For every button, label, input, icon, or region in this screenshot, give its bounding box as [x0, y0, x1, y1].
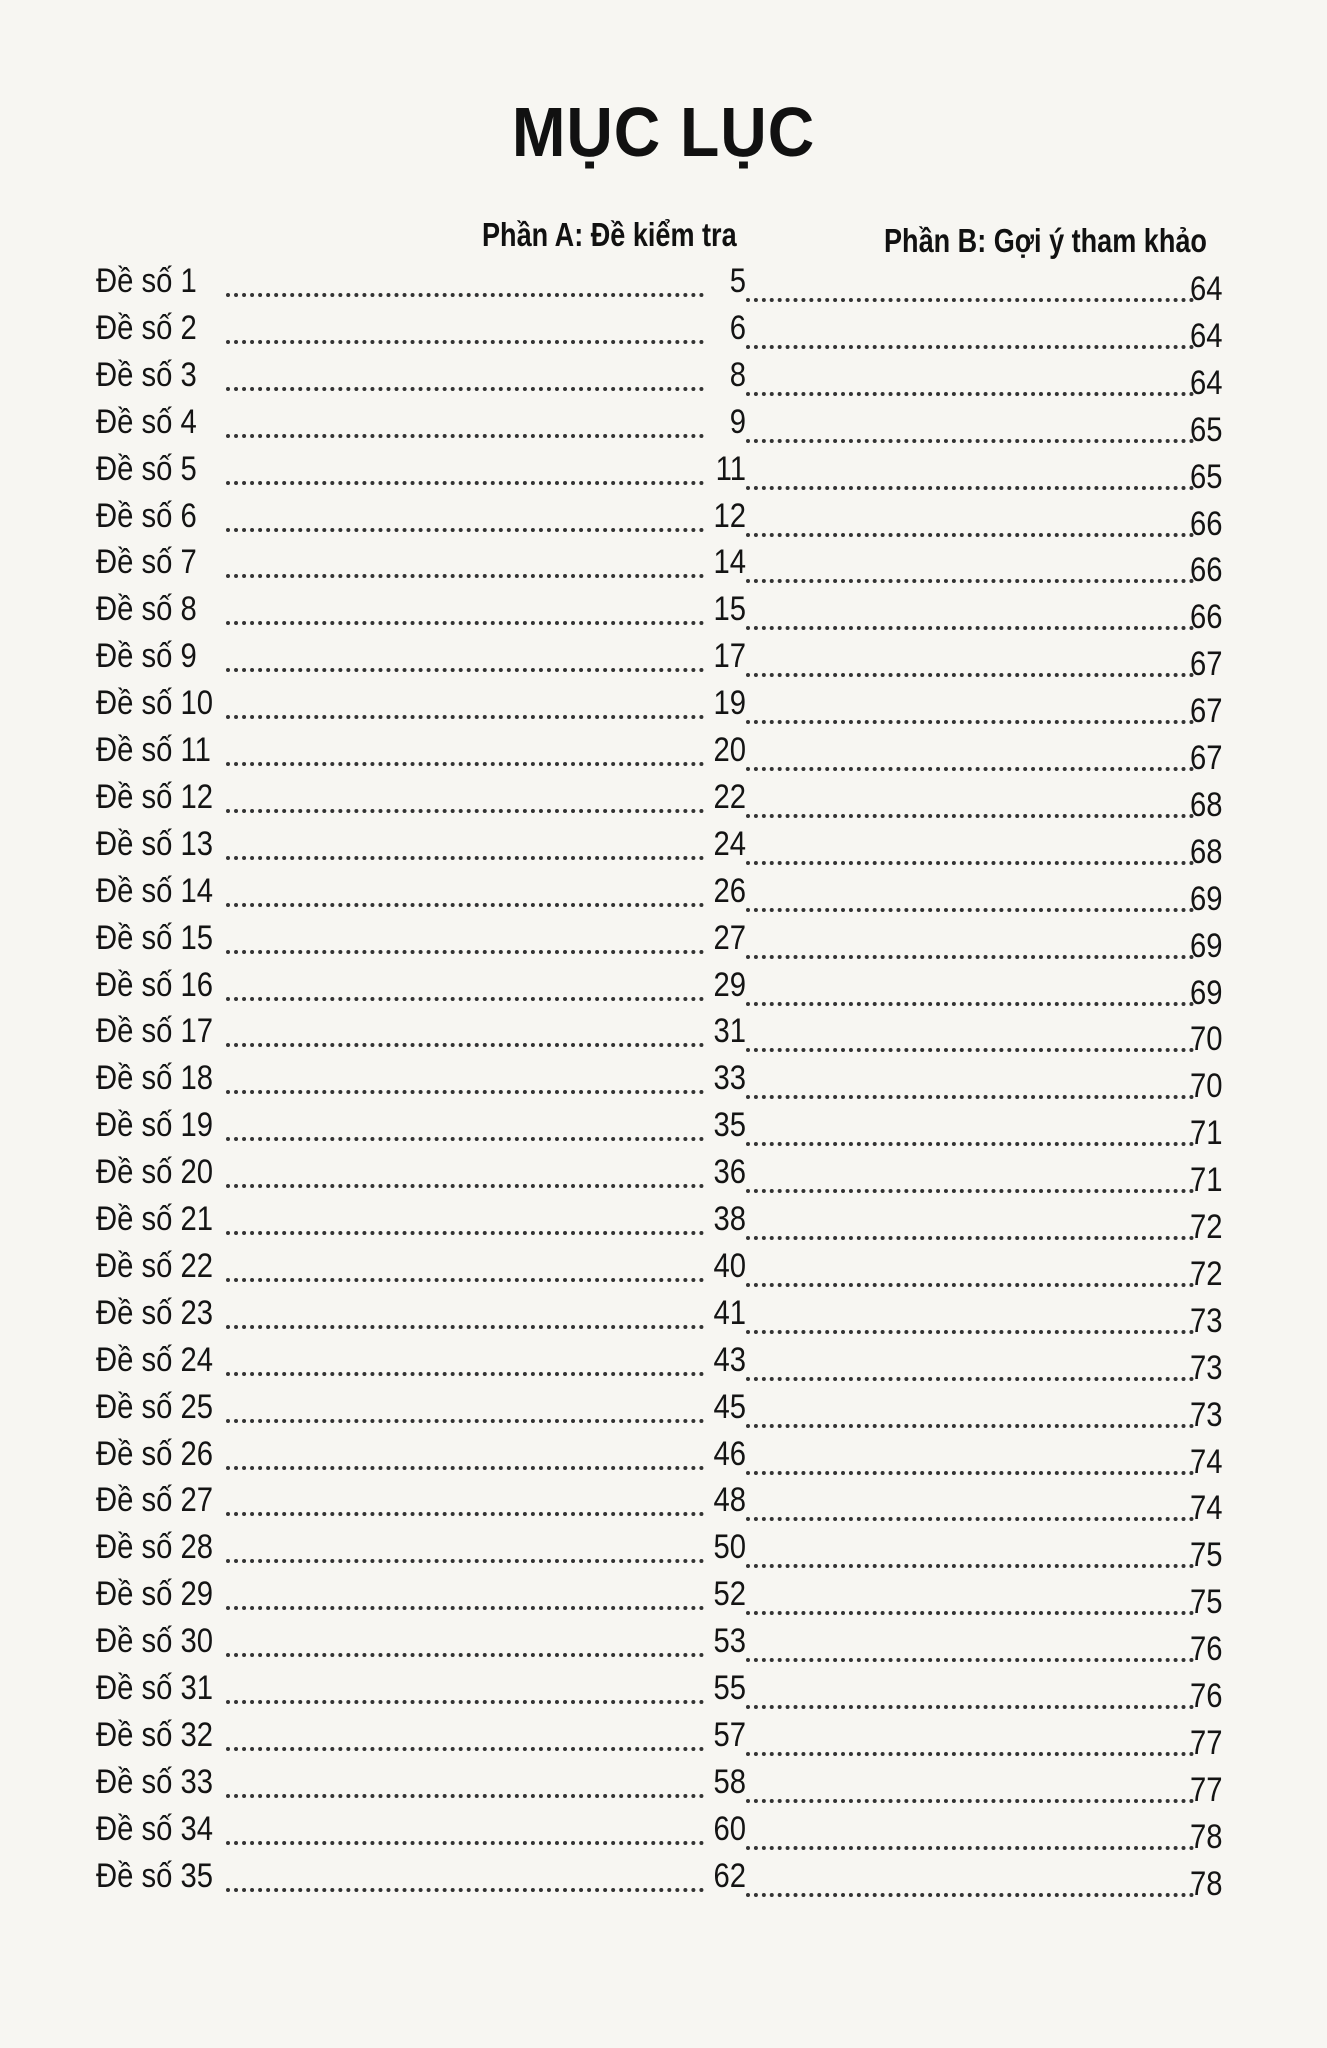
entry-label: Đề số 33	[96, 1762, 214, 1801]
entry-page-a: 11	[715, 449, 746, 488]
dot-leader-a	[226, 1888, 704, 1892]
entry-page-b: 78	[1190, 1864, 1223, 1903]
entry-label: Đề số 22	[96, 1246, 214, 1285]
dot-leader-a	[226, 856, 704, 860]
toc-entry	[0, 1012, 1327, 1059]
toc-entry	[0, 1106, 1327, 1153]
entry-page-b: 75	[1190, 1583, 1223, 1622]
dot-leader-a	[226, 1419, 704, 1423]
toc-entry	[0, 1059, 1327, 1106]
dot-leader-b	[746, 1002, 1194, 1006]
dot-leader-a	[226, 1090, 704, 1094]
dot-leader-b	[746, 579, 1194, 583]
entry-page-b: 78	[1190, 1817, 1223, 1856]
dot-leader-b	[746, 1236, 1194, 1240]
dot-leader-a	[226, 1184, 704, 1188]
toc-entry	[0, 1715, 1327, 1762]
entry-label: Đề số 19	[96, 1106, 214, 1145]
entry-page-b: 70	[1190, 1020, 1223, 1059]
entry-page-a: 27	[713, 918, 746, 957]
entry-label: Đề số 7	[96, 543, 197, 582]
dot-leader-b	[746, 1048, 1194, 1052]
dot-leader-a	[226, 574, 704, 578]
toc-entry	[0, 1481, 1327, 1528]
dot-leader-b	[746, 439, 1194, 443]
entry-page-a: 31	[713, 1012, 746, 1051]
entry-label: Đề số 26	[96, 1434, 214, 1473]
entry-page-a: 57	[713, 1715, 746, 1754]
entry-page-b: 67	[1190, 645, 1223, 684]
dot-leader-a	[226, 1559, 704, 1563]
dot-leader-a	[226, 1043, 704, 1047]
dot-leader-b	[746, 1471, 1194, 1475]
dot-leader-a	[226, 762, 704, 766]
entry-label: Đề số 31	[96, 1669, 214, 1707]
toc-entry	[0, 1387, 1327, 1434]
entry-page-a: 5	[729, 262, 746, 300]
entry-label: Đề số 27	[96, 1481, 214, 1520]
toc-entry	[0, 590, 1327, 637]
entry-page-b: 77	[1190, 1770, 1223, 1809]
dot-leader-b	[746, 1658, 1194, 1662]
entry-page-a: 53	[713, 1622, 746, 1661]
toc-entry	[0, 1434, 1327, 1481]
entry-page-b: 67	[1190, 692, 1223, 731]
entry-page-a: 9	[729, 402, 746, 441]
entry-label: Đề số 12	[96, 777, 214, 816]
toc-entry	[0, 1246, 1327, 1293]
entry-label: Đề số 3	[96, 355, 197, 394]
entry-label: Đề số 35	[96, 1856, 214, 1895]
entry-page-a: 38	[713, 1200, 746, 1238]
entry-page-b: 65	[1190, 457, 1223, 496]
entry-label: Đề số 13	[96, 824, 214, 863]
dot-leader-b	[746, 1095, 1194, 1099]
dot-leader-a	[226, 1606, 704, 1610]
entry-page-b: 75	[1190, 1536, 1223, 1575]
dot-leader-b	[746, 673, 1194, 677]
toc-entry	[0, 918, 1327, 965]
dot-leader-a	[226, 950, 704, 954]
dot-leader-a	[226, 1137, 704, 1141]
dot-leader-a	[226, 1700, 704, 1704]
entry-page-a: 46	[713, 1434, 746, 1473]
dot-leader-b	[746, 1564, 1194, 1568]
dot-leader-b	[746, 1611, 1194, 1615]
entry-page-b: 73	[1190, 1348, 1223, 1387]
entry-label: Đề số 24	[96, 1340, 214, 1379]
entry-page-a: 43	[713, 1340, 746, 1379]
entry-page-b: 69	[1190, 879, 1223, 918]
entry-label: Đề số 2	[96, 308, 197, 347]
dot-leader-b	[746, 1799, 1194, 1803]
toc-entry	[0, 543, 1327, 590]
entry-page-b: 71	[1190, 1114, 1223, 1153]
toc-entry	[0, 496, 1327, 543]
entry-label: Đề số 6	[96, 496, 197, 535]
dot-leader-b	[746, 533, 1194, 537]
entry-label: Đề số 28	[96, 1528, 214, 1567]
dot-leader-a	[226, 528, 704, 532]
toc-entry	[0, 308, 1327, 355]
entry-page-a: 50	[713, 1528, 746, 1567]
entry-page-a: 19	[713, 684, 746, 723]
dot-leader-a	[226, 621, 704, 625]
toc-entry	[0, 1809, 1327, 1856]
entry-page-b: 77	[1190, 1723, 1223, 1762]
dot-leader-a	[226, 481, 704, 485]
entry-page-a: 22	[713, 777, 746, 816]
entry-page-a: 20	[713, 731, 746, 769]
toc-entry	[0, 1200, 1327, 1246]
entry-page-b: 69	[1190, 973, 1223, 1012]
dot-leader-a	[226, 1794, 704, 1798]
dot-leader-a	[226, 387, 704, 391]
entry-page-b: 73	[1190, 1301, 1223, 1340]
entry-page-b: 64	[1190, 270, 1223, 308]
dot-leader-b	[746, 1424, 1194, 1428]
entry-page-a: 8	[729, 355, 746, 394]
dot-leader-b	[746, 345, 1194, 349]
entry-page-a: 45	[713, 1387, 746, 1426]
entry-page-a: 15	[713, 590, 746, 629]
entry-page-b: 68	[1190, 832, 1223, 871]
entry-page-a: 60	[713, 1809, 746, 1848]
entry-label: Đề số 29	[96, 1575, 214, 1614]
dot-leader-b	[746, 298, 1194, 302]
entry-page-b: 67	[1190, 739, 1223, 777]
dot-leader-b	[746, 1330, 1194, 1334]
dot-leader-a	[226, 1841, 704, 1845]
entry-page-a: 35	[713, 1106, 746, 1145]
entry-page-a: 62	[713, 1856, 746, 1895]
entry-label: Đề số 32	[96, 1715, 214, 1754]
dot-leader-a	[226, 1278, 704, 1282]
entry-label: Đề số 1	[96, 262, 197, 300]
dot-leader-b	[746, 767, 1194, 771]
toc-entry	[0, 1153, 1327, 1200]
dot-leader-a	[226, 997, 704, 1001]
toc-entry	[0, 1340, 1327, 1387]
dot-leader-b	[746, 626, 1194, 630]
dot-leader-a	[226, 1231, 704, 1235]
entry-page-b: 66	[1190, 598, 1223, 637]
dot-leader-a	[226, 434, 704, 438]
dot-leader-a	[226, 809, 704, 813]
entry-page-b: 70	[1190, 1067, 1223, 1106]
entry-label: Đề số 18	[96, 1059, 214, 1098]
toc-entry	[0, 731, 1327, 777]
toc-entry	[0, 1575, 1327, 1622]
dot-leader-a	[226, 293, 704, 297]
dot-leader-b	[746, 1705, 1194, 1709]
entry-label: Đề số 14	[96, 871, 214, 910]
entry-page-b: 72	[1190, 1208, 1223, 1246]
dot-leader-b	[746, 720, 1194, 724]
entry-label: Đề số 16	[96, 965, 214, 1004]
entry-page-b: 73	[1190, 1395, 1223, 1434]
entry-label: Đề số 20	[96, 1153, 214, 1192]
dot-leader-b	[746, 955, 1194, 959]
entry-page-b: 66	[1190, 551, 1223, 590]
toc-entry	[0, 1293, 1327, 1340]
dot-leader-b	[746, 392, 1194, 396]
entry-page-a: 12	[713, 496, 746, 535]
dot-leader-a	[226, 1325, 704, 1329]
entry-page-a: 6	[729, 308, 746, 347]
toc-entry	[0, 449, 1327, 496]
toc-entry	[0, 1762, 1327, 1809]
entry-page-a: 36	[713, 1153, 746, 1192]
toc-entry	[0, 1669, 1327, 1715]
toc-entry	[0, 355, 1327, 402]
dot-leader-a	[226, 1747, 704, 1751]
entry-label: Đề số 10	[96, 684, 214, 723]
entry-page-a: 33	[713, 1059, 746, 1098]
dot-leader-b	[746, 1517, 1194, 1521]
entry-page-b: 74	[1190, 1489, 1223, 1528]
entry-page-a: 24	[713, 824, 746, 863]
dot-leader-a	[226, 903, 704, 907]
toc-entry	[0, 1856, 1327, 1903]
entry-page-b: 64	[1190, 316, 1223, 355]
entry-page-a: 26	[713, 871, 746, 910]
entry-page-a: 14	[713, 543, 746, 582]
toc-entry	[0, 402, 1327, 449]
toc-entry	[0, 824, 1327, 871]
entry-label: Đề số 5	[96, 449, 197, 488]
entry-page-b: 69	[1190, 926, 1223, 965]
toc-entry	[0, 262, 1327, 308]
entry-page-b: 74	[1190, 1442, 1223, 1481]
dot-leader-b	[746, 1189, 1194, 1193]
entry-page-b: 65	[1190, 410, 1223, 449]
entry-page-a: 17	[713, 637, 746, 676]
dot-leader-b	[746, 1893, 1194, 1897]
page-title: MỤC LỤC	[511, 93, 816, 171]
entry-page-a: 41	[713, 1293, 746, 1332]
entry-label: Đề số 30	[96, 1622, 214, 1661]
entry-page-a: 52	[713, 1575, 746, 1614]
toc-entry	[0, 777, 1327, 824]
dot-leader-a	[226, 1512, 704, 1516]
entry-page-a: 55	[713, 1669, 746, 1707]
dot-leader-b	[746, 814, 1194, 818]
entry-page-b: 66	[1190, 504, 1223, 543]
entry-page-b: 64	[1190, 363, 1223, 402]
entry-label: Đề số 11	[96, 731, 211, 769]
dot-leader-b	[746, 1142, 1194, 1146]
dot-leader-b	[746, 1752, 1194, 1756]
entry-page-b: 76	[1190, 1630, 1223, 1669]
dot-leader-b	[746, 1283, 1194, 1287]
entry-label: Đề số 34	[96, 1809, 214, 1848]
entry-label: Đề số 8	[96, 590, 197, 629]
column-a-heading: Phần A: Đề kiểm tra	[482, 216, 737, 253]
dot-leader-a	[226, 1372, 704, 1376]
toc-entry	[0, 965, 1327, 1012]
entry-page-a: 58	[713, 1762, 746, 1801]
entry-page-b: 76	[1190, 1677, 1223, 1715]
dot-leader-b	[746, 1377, 1194, 1381]
dot-leader-b	[746, 908, 1194, 912]
entry-label: Đề số 25	[96, 1387, 214, 1426]
entry-label: Đề số 4	[96, 402, 197, 441]
entry-label: Đề số 9	[96, 637, 197, 676]
entry-page-a: 40	[713, 1246, 746, 1285]
dot-leader-a	[226, 1653, 704, 1657]
dot-leader-a	[226, 715, 704, 719]
dot-leader-b	[746, 486, 1194, 490]
entry-page-a: 48	[713, 1481, 746, 1520]
entry-page-a: 29	[713, 965, 746, 1004]
entry-label: Đề số 15	[96, 918, 214, 957]
toc-entry	[0, 637, 1327, 684]
toc-entry	[0, 684, 1327, 731]
entry-page-b: 68	[1190, 785, 1223, 824]
dot-leader-a	[226, 668, 704, 672]
dot-leader-b	[746, 861, 1194, 865]
entry-page-b: 72	[1190, 1254, 1223, 1293]
toc-entry	[0, 1622, 1327, 1669]
entry-label: Đề số 17	[96, 1012, 214, 1051]
column-b-heading: Phần B: Gợi ý tham khảo	[884, 222, 1207, 259]
entry-label: Đề số 23	[96, 1293, 214, 1332]
entry-page-b: 71	[1190, 1161, 1223, 1200]
entry-label: Đề số 21	[96, 1200, 214, 1238]
dot-leader-a	[226, 340, 704, 344]
toc-entry	[0, 1528, 1327, 1575]
dot-leader-b	[746, 1846, 1194, 1850]
toc-entry	[0, 871, 1327, 918]
dot-leader-a	[226, 1466, 704, 1470]
